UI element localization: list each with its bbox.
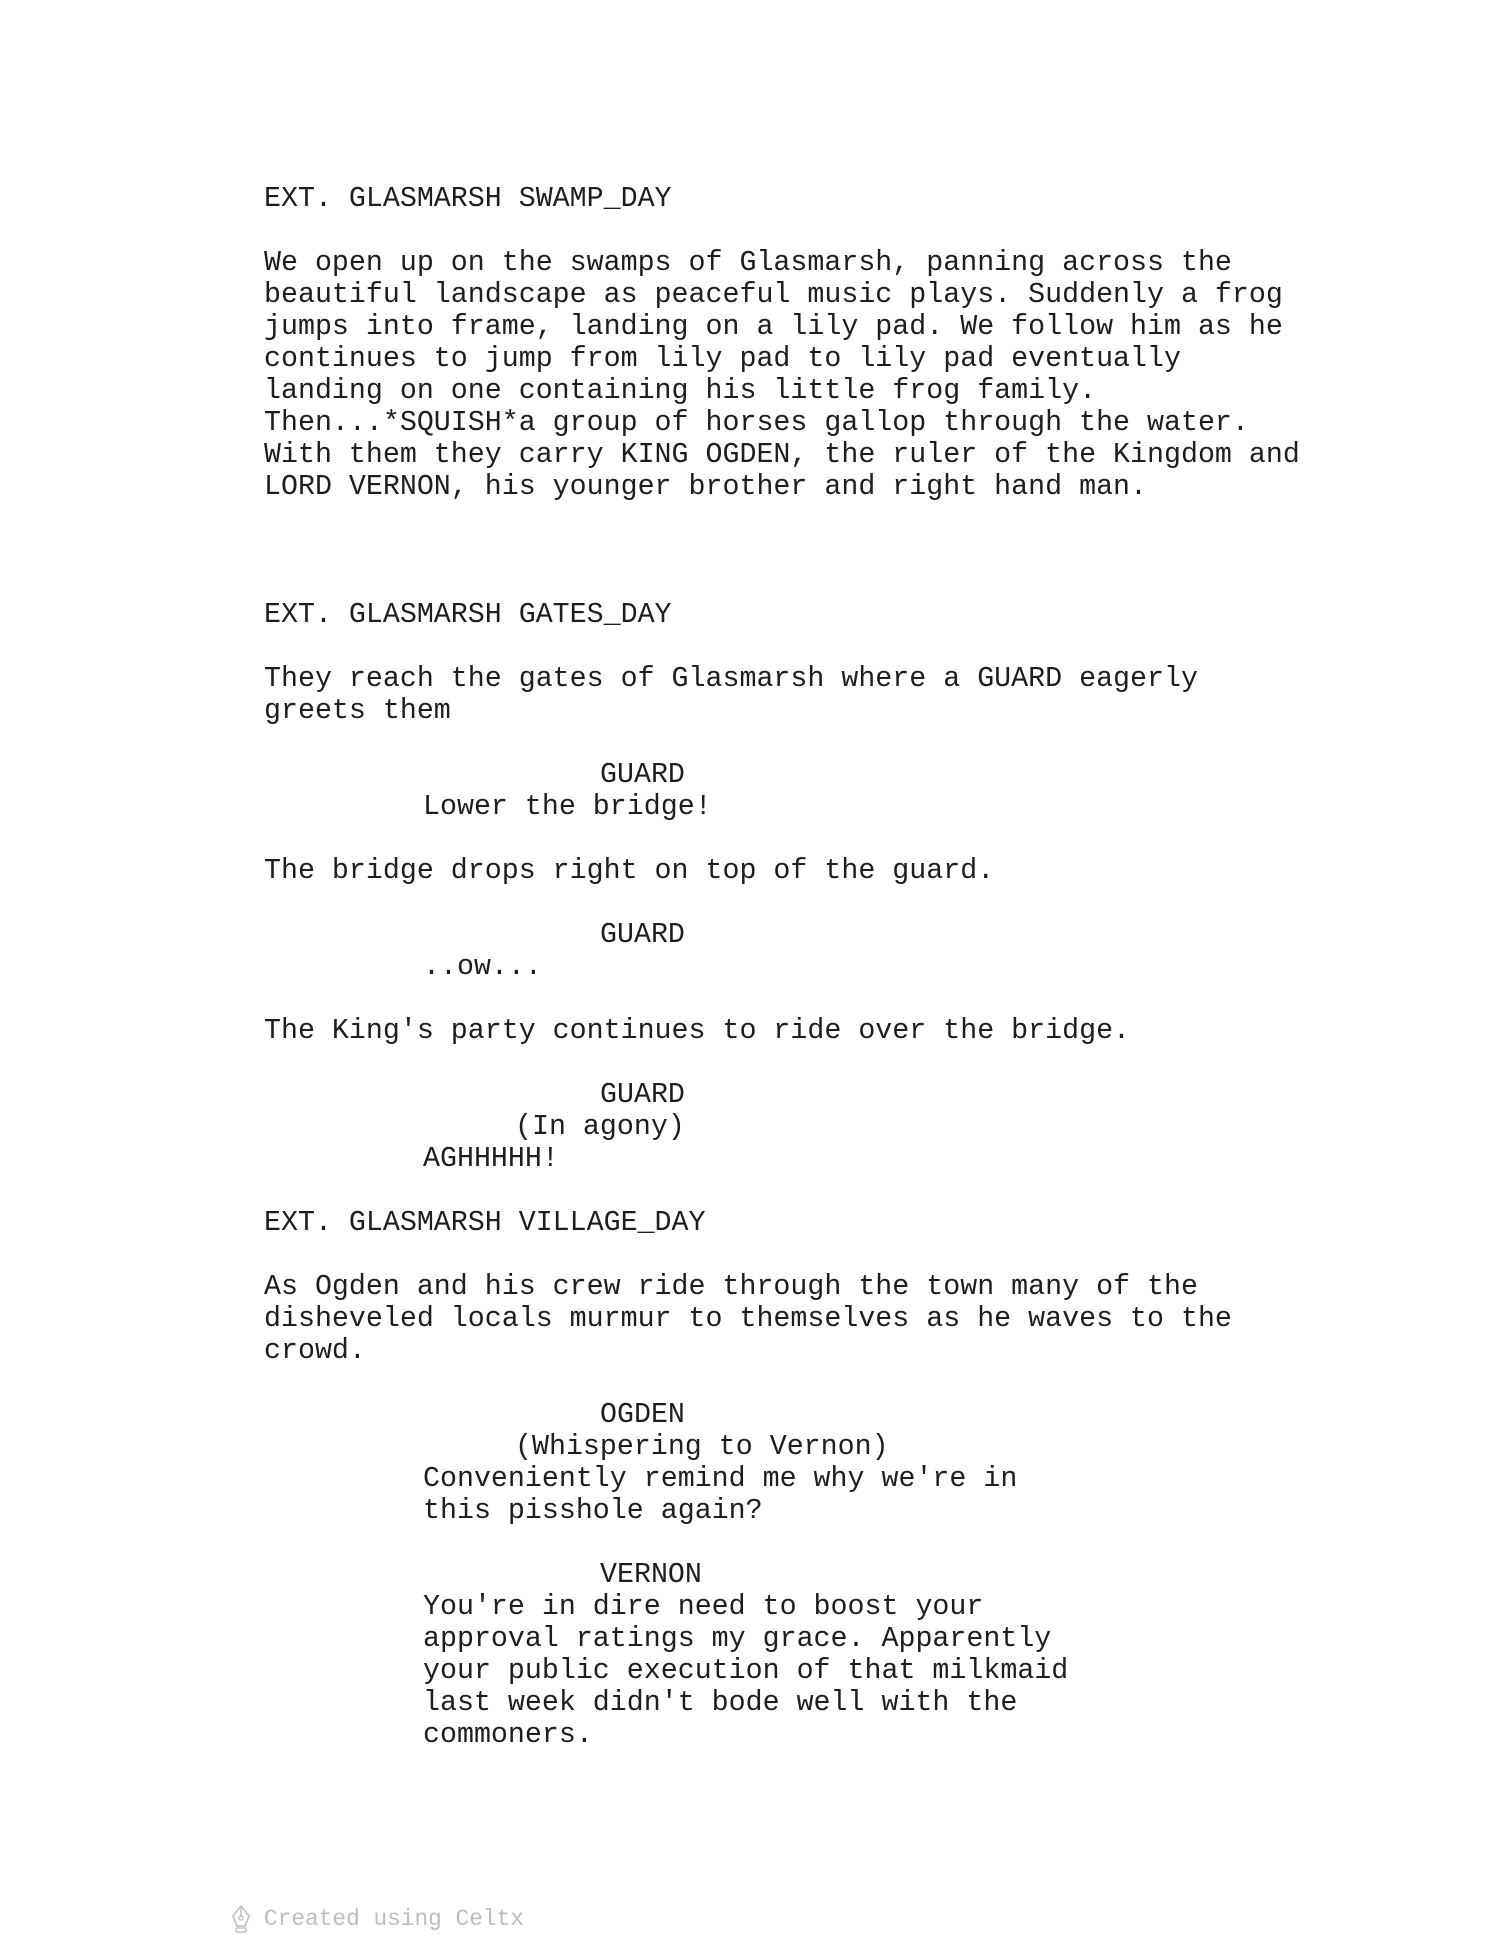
dialogue-line: ..ow... bbox=[423, 951, 542, 983]
character-name: VERNON bbox=[600, 1559, 702, 1591]
scene-heading: EXT. GLASMARSH VILLAGE_DAY bbox=[264, 1207, 706, 1239]
action-line: jumps into frame, landing on a lily pad. We follow him as he bbox=[264, 311, 1283, 343]
dialogue-line: You're in dire need to boost your bbox=[423, 1591, 984, 1623]
dialogue-line: commoners. bbox=[423, 1719, 593, 1751]
character-name: OGDEN bbox=[600, 1399, 685, 1431]
parenthetical: (In agony) bbox=[515, 1111, 685, 1143]
dialogue-line: this pisshole again? bbox=[423, 1495, 763, 1527]
character-name: GUARD bbox=[600, 919, 685, 951]
footer-credit-text: Created using Celtx bbox=[264, 1906, 524, 1932]
dialogue-line: Conveniently remind me why we're in bbox=[423, 1463, 1018, 1495]
pen-nib-icon bbox=[230, 1904, 252, 1934]
dialogue-line: approval ratings my grace. Apparently bbox=[423, 1623, 1052, 1655]
action-line: disheveled locals murmur to themselves as he waves to the bbox=[264, 1303, 1232, 1335]
dialogue-line: Lower the bridge! bbox=[423, 791, 712, 823]
action-line: beautiful landscape as peaceful music plays. Suddenly a frog bbox=[264, 279, 1283, 311]
action-line: They reach the gates of Glasmarsh where a GUARD eagerly bbox=[264, 663, 1198, 695]
action-line: The bridge drops right on top of the guard. bbox=[264, 855, 995, 887]
dialogue-line: last week didn't bode well with the bbox=[423, 1687, 1018, 1719]
scene-heading: EXT. GLASMARSH GATES_DAY bbox=[264, 599, 672, 631]
character-name: GUARD bbox=[600, 1079, 685, 1111]
action-line: The King's party continues to ride over the bridge. bbox=[264, 1015, 1131, 1047]
scene-heading: EXT. GLASMARSH SWAMP_DAY bbox=[264, 183, 672, 215]
dialogue-line: your public execution of that milkmaid bbox=[423, 1655, 1069, 1687]
action-line: landing on one containing his little frog family. bbox=[264, 375, 1097, 407]
action-line: continues to jump from lily pad to lily pad eventually bbox=[264, 343, 1181, 375]
celtx-footer bbox=[230, 1904, 524, 1934]
parenthetical: (Whispering to Vernon) bbox=[515, 1431, 889, 1463]
action-line: greets them bbox=[264, 695, 451, 727]
action-line: LORD VERNON, his younger brother and right hand man. bbox=[264, 471, 1148, 503]
action-line: We open up on the swamps of Glasmarsh, panning across the bbox=[264, 247, 1232, 279]
character-name: GUARD bbox=[600, 759, 685, 791]
action-line: With them they carry KING OGDEN, the ruler of the Kingdom and bbox=[264, 439, 1300, 471]
action-line: Then...*SQUISH*a group of horses gallop through the water. bbox=[264, 407, 1249, 439]
action-line: As Ogden and his crew ride through the town many of the bbox=[264, 1271, 1198, 1303]
dialogue-line: AGHHHHH! bbox=[423, 1143, 559, 1175]
action-line: crowd. bbox=[264, 1335, 366, 1367]
